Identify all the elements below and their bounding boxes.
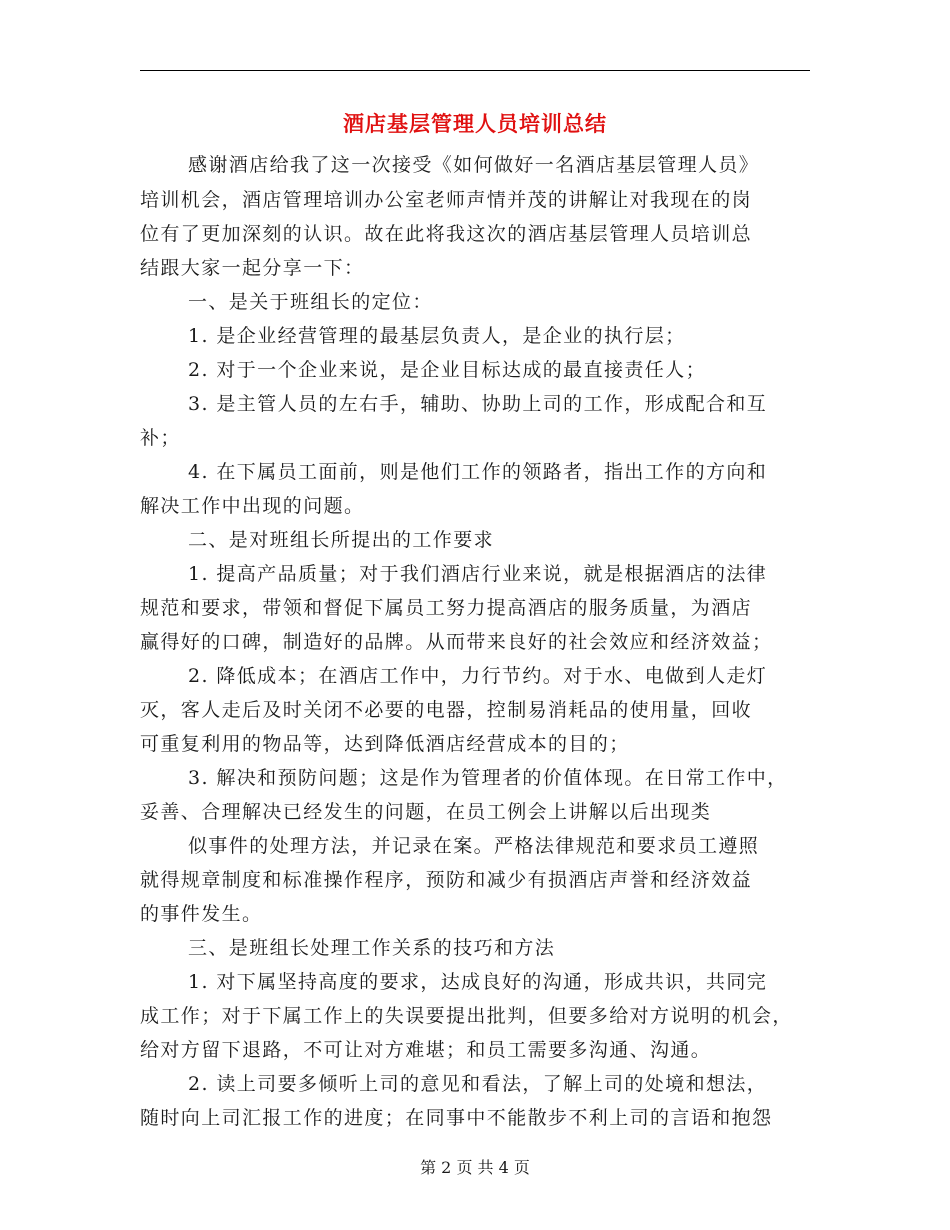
list-item: 2. 读上司要多倾听上司的意见和看法，了解上司的处境和想法， [188,1073,768,1095]
body-line: 妥善、合理解决已经发生的问题，在员工例会上讲解以后出现类 [140,801,712,823]
body-line: 培训机会，酒店管理培训办公室老师声情并茂的讲解让对我现在的岗 [140,189,753,211]
list-item: 1. 提高产品质量；对于我们酒店行业来说，就是根据酒店的法律 [188,563,768,585]
body-line: 位有了更加深刻的认识。故在此将我这次的酒店基层管理人员培训总 [140,223,753,245]
list-item: 2. 对于一个企业来说，是企业目标达成的最直接责任人； [188,359,706,381]
body-line: 的事件发生。 [140,903,263,925]
body-line: 灭，客人走后及时关闭不必要的电器，控制易消耗品的使用量，回收 [140,699,753,721]
body-line: 赢得好的口碑，制造好的品牌。从而带来良好的社会效应和经济效益； [140,631,773,653]
list-item: 3. 解决和预防问题；这是作为管理者的价值体现。在日常工作中， [188,767,788,789]
body-line: 补； [140,427,181,449]
body-line: 随时向上司汇报工作的进度；在同事中不能散步不利上司的言语和抱怨 [140,1107,773,1129]
list-item: 2. 降低成本；在酒店工作中，力行节约。对于水、电做到人走灯 [188,665,768,687]
body-line: 成工作；对于下属工作上的失误要提出批判，但要多给对方说明的机会， [140,1005,793,1027]
list-item: 4. 在下属员工面前，则是他们工作的领路者，指出工作的方向和 [188,461,768,483]
list-item: 1. 对下属坚持高度的要求，达成良好的沟通，形成共识，共同完 [188,971,768,993]
body-line: 就得规章制度和标准操作程序，预防和减少有损酒店声誉和经济效益 [140,869,753,891]
section-heading: 二、是对班组长所提出的工作要求 [188,529,495,551]
body-line: 感谢酒店给我了这一次接受《如何做好一名酒店基层管理人员》 [188,154,760,176]
body-line: 解决工作中出现的问题。 [140,495,365,517]
body-line: 似事件的处理方法，并记录在案。严格法律规范和要求员工遵照 [188,835,760,857]
list-item: 1. 是企业经营管理的最基层负责人，是企业的执行层； [188,325,686,347]
list-item: 3. 是主管人员的左右手，辅助、协助上司的工作，形成配合和互 [188,393,768,415]
page-number: 第 2 页 共 4 页 [420,1158,530,1177]
body-line: 结跟大家一起分享一下： [140,257,365,279]
document-title: 酒店基层管理人员培训总结 [343,111,607,136]
body-line: 给对方留下退路，不可让对方难堪；和员工需要多沟通、沟通。 [140,1039,712,1061]
top-rule [140,70,810,71]
body-line: 规范和要求，带领和督促下属员工努力提高酒店的服务质量，为酒店 [140,597,753,619]
body-line: 可重复利用的物品等，达到降低酒店经营成本的目的； [140,733,630,755]
section-heading: 三、是班组长处理工作关系的技巧和方法 [188,937,556,959]
section-heading: 一、是关于班组长的定位： [188,291,433,313]
